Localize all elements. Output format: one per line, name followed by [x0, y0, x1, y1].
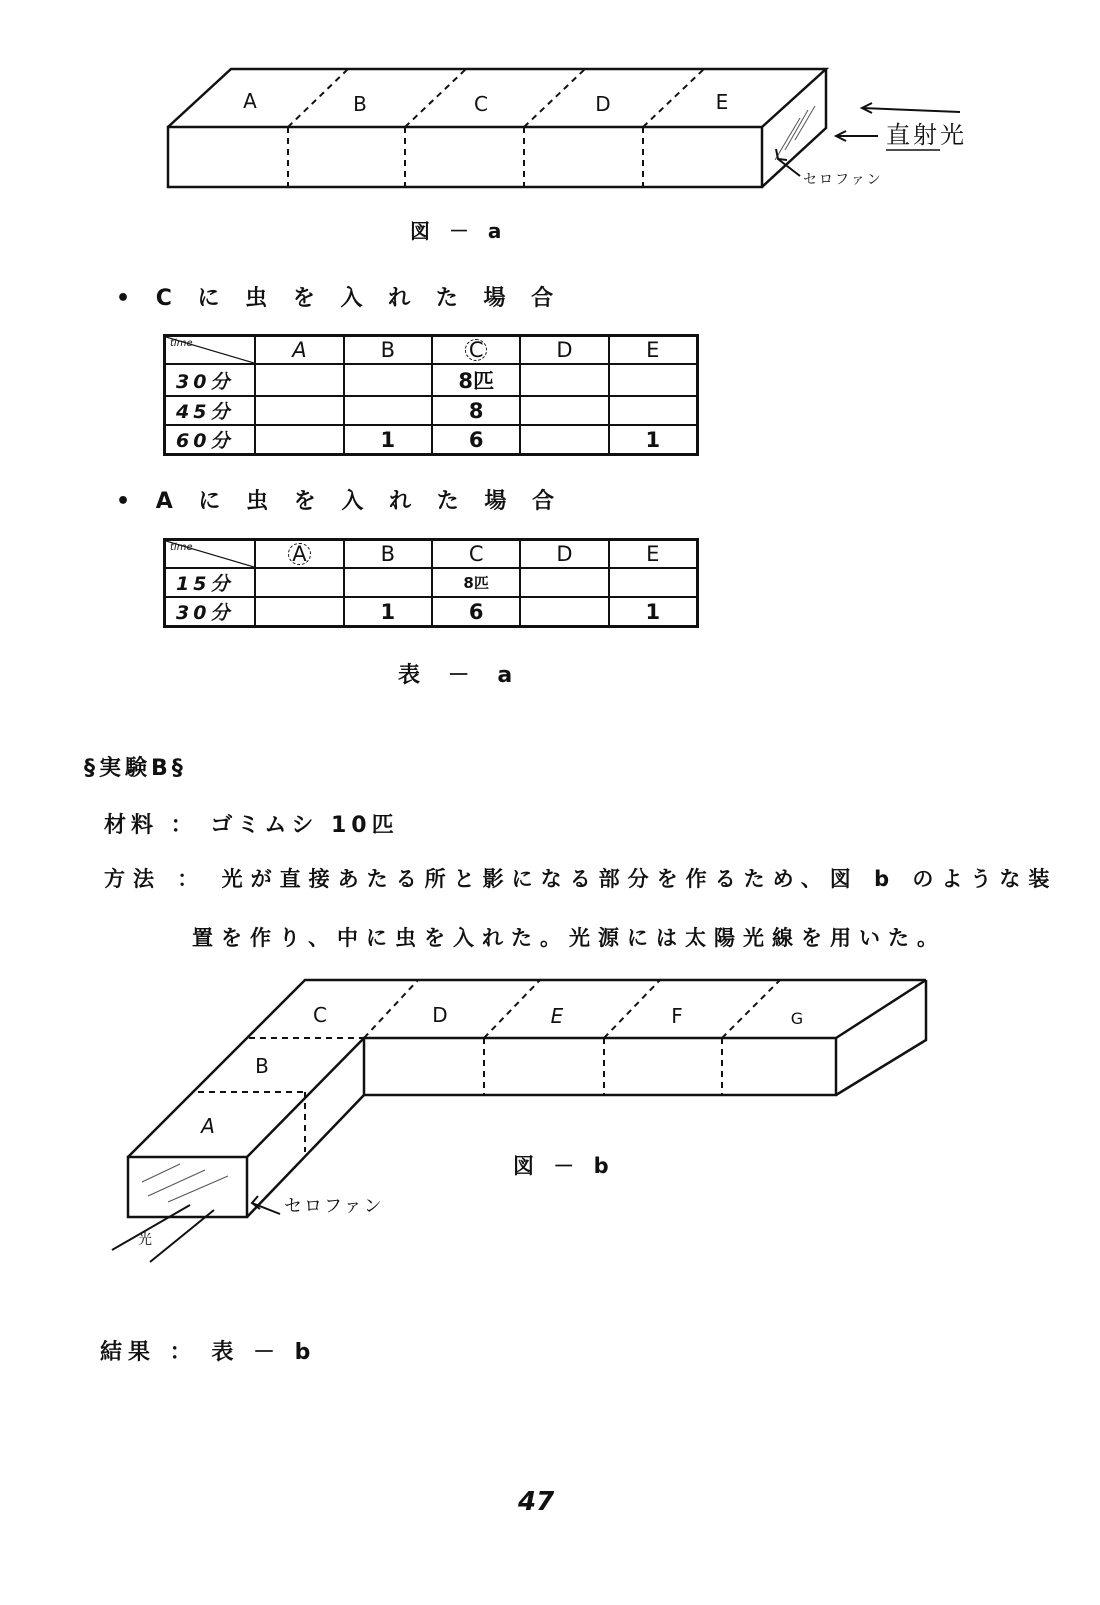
fig-b-segment-f: F: [671, 1004, 683, 1028]
figure-a-diagram: [0, 0, 1100, 260]
table-a-caption: 表 － a: [398, 663, 523, 688]
experiment-b-material: 材料 ： ゴミムシ 10匹: [104, 813, 399, 838]
column-header-d: D: [520, 336, 608, 365]
experiment-b-method-line2: 置を作り、中に虫を入れた。光源には太陽光線を用いた。: [192, 926, 946, 950]
table-cell: 1: [344, 425, 432, 455]
fig-b-segment-e: E: [550, 1004, 564, 1028]
fig-a-caption: 図 － a: [410, 219, 508, 243]
fig-b-segment-a: A: [201, 1114, 215, 1138]
table-cell: [609, 396, 698, 425]
table-cell: [255, 425, 343, 455]
fig-b-segment-c: C: [313, 1003, 327, 1027]
figure-b-diagram: [0, 960, 1100, 1280]
experiment-b-heading: §実験B§: [84, 756, 187, 781]
column-header-b: B: [344, 540, 432, 569]
column-header-c: C: [432, 540, 520, 569]
table-cell: 8匹: [432, 568, 520, 597]
table-corner-cell: [166, 541, 254, 567]
table-cell: [344, 568, 432, 597]
table-row: [165, 396, 698, 425]
table-cell: [520, 597, 608, 627]
fig-b-segment-g: G: [790, 1009, 804, 1028]
fig-b-segment-d: D: [432, 1003, 448, 1027]
table-cell: 1: [609, 425, 698, 455]
experiment-b-method-line1: 方法 ： 光が直接あたる所と影になる部分を作るため、図 b のような装: [104, 867, 1058, 891]
table-cell: 8匹: [432, 364, 520, 396]
table-cell: [520, 425, 608, 455]
time-cell: 60分: [165, 425, 256, 455]
table-cell: [520, 364, 608, 396]
fig-a-segment-c: C: [474, 92, 488, 116]
fig-a-cellophane-label: セロファン: [803, 172, 883, 188]
table-cell: 6: [432, 425, 520, 455]
fig-a-segment-d: D: [595, 92, 611, 116]
table-cell: 1: [609, 597, 698, 627]
table-cell: 8: [432, 396, 520, 425]
table-row: [165, 568, 698, 597]
table-cell: [520, 396, 608, 425]
case-a-table: [163, 538, 699, 628]
table-corner-cell: [166, 337, 254, 363]
fig-a-segment-b: B: [353, 92, 367, 116]
table-cell: [344, 396, 432, 425]
column-header-a: A: [255, 336, 343, 365]
table-cell: [255, 364, 343, 396]
time-cell: 15分: [165, 568, 256, 597]
time-cell: 30分: [165, 364, 256, 396]
table-cell: [255, 568, 343, 597]
fig-b-cellophane-label: セロファン: [284, 1196, 384, 1217]
fig-b-caption: 図 － b: [513, 1154, 615, 1178]
column-header-a-circled: A: [288, 543, 310, 565]
column-header-d: D: [520, 540, 608, 569]
fig-a-segment-e: E: [715, 90, 729, 114]
fig-a-segment-a: A: [243, 89, 257, 113]
column-header-e: E: [609, 336, 698, 365]
table-header-row: [165, 336, 698, 365]
column-header-e: E: [609, 540, 698, 569]
page-number: 47: [518, 1487, 555, 1517]
case-c-table: [163, 334, 699, 456]
column-header-b: B: [344, 336, 432, 365]
corner-label: time: [170, 338, 193, 349]
result-line: 結果 ： 表 － b: [100, 1340, 317, 1365]
table-cell: [344, 364, 432, 396]
table-cell: 6: [432, 597, 520, 627]
column-header-c-circled: C: [465, 339, 488, 361]
case-c-heading: • C に 虫 を 入 れ た 場 合: [116, 286, 563, 311]
table-row: [165, 425, 698, 455]
table-row: [165, 597, 698, 627]
column-header-a: [255, 540, 343, 569]
table-cell: [520, 568, 608, 597]
table-row: [165, 364, 698, 396]
fig-a-light-label: 直射光: [886, 121, 967, 149]
fig-b-segment-b: B: [255, 1054, 269, 1078]
fig-b-light-label: 光: [138, 1232, 152, 1248]
time-cell: 30分: [165, 597, 256, 627]
table-header-row: [165, 540, 698, 569]
corner-label: time: [170, 542, 193, 553]
column-header-c: [432, 336, 520, 365]
table-cell: 1: [344, 597, 432, 627]
time-cell: 45分: [165, 396, 256, 425]
table-cell: [609, 364, 698, 396]
table-cell: [255, 396, 343, 425]
table-cell: [609, 568, 698, 597]
case-a-heading: • A に 虫 を 入 れ た 場 合: [116, 489, 564, 514]
table-cell: [255, 597, 343, 627]
